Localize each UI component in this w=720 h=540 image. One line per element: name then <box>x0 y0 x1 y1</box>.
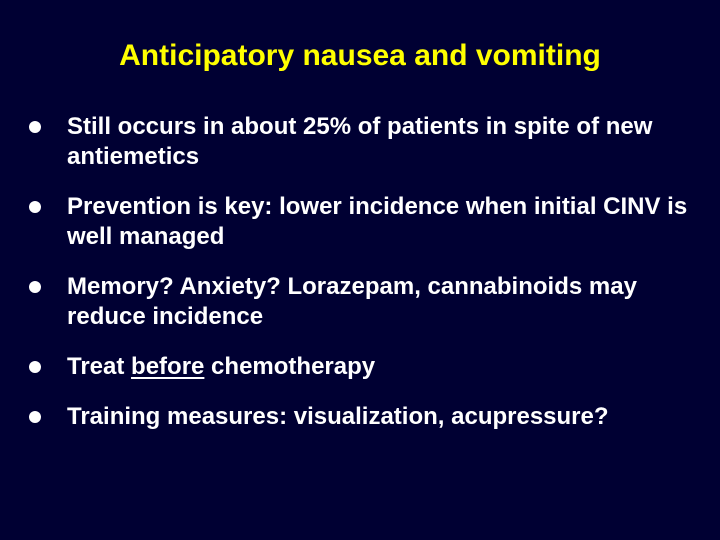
bullet-text: Still occurs in about 25% of patients in spite of new antiemetics <box>67 113 653 170</box>
bullet-dot-icon <box>29 411 41 423</box>
bullet-text: Training measures: visualization, acupressure? <box>67 403 609 430</box>
bullet-text-suffix: chemotherapy <box>204 353 376 380</box>
bullet-item-memory-anxiety <box>28 272 688 332</box>
bullet-text-prefix: Treat <box>67 353 132 380</box>
bullet-item-prevention <box>28 192 688 252</box>
bullet-item-incidence <box>28 112 688 172</box>
bullet-dot-icon <box>29 361 41 373</box>
bullet-dot-icon <box>29 121 41 133</box>
bullet-dot-icon <box>29 281 41 293</box>
bullet-list <box>28 112 688 452</box>
bullet-text-emphasis: before <box>131 353 205 380</box>
bullet-dot-icon <box>29 201 41 213</box>
bullet-item-training <box>28 402 688 432</box>
bullet-item-treat-before <box>28 352 688 382</box>
bullet-text: Memory? Anxiety? Lorazepam, cannabinoids may reduce incidence <box>67 273 637 330</box>
slide-title: Anticipatory nausea and vomiting <box>119 39 601 72</box>
bullet-text: Prevention is key: lower incidence when initial CINV is well managed <box>67 193 688 250</box>
